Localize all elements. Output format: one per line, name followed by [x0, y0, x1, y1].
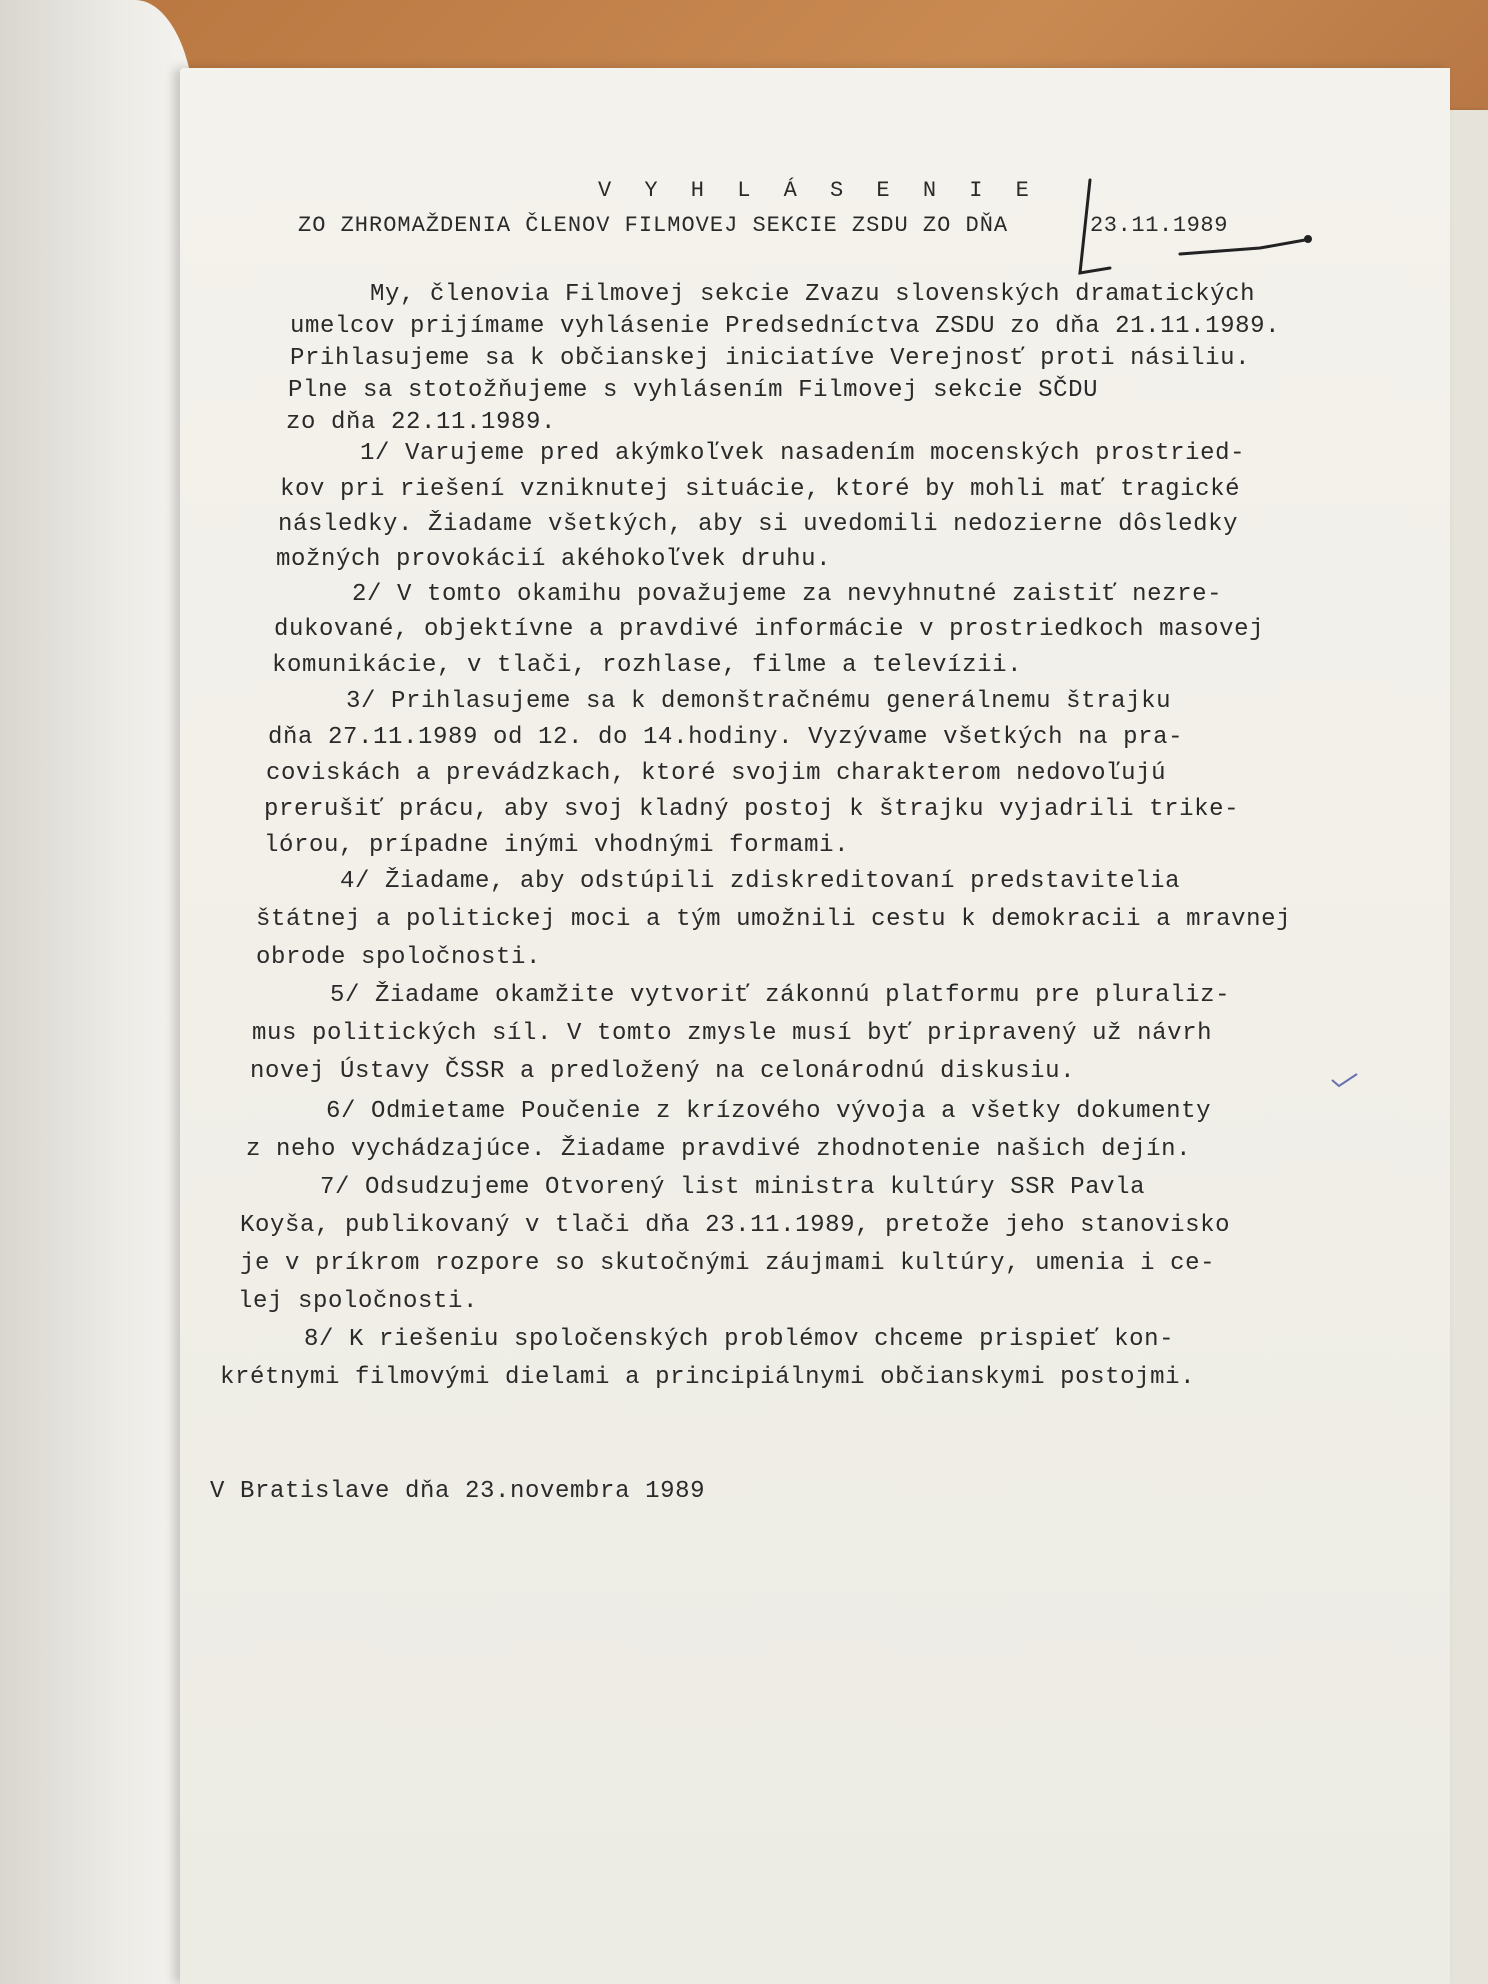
- body-line: My, členovia Filmovej sekcie Zvazu slovenských dramatických: [370, 281, 1256, 308]
- body-line: 1/ Varujeme pred akýmkoľvek nasadením mocenských prostried-: [360, 440, 1246, 467]
- body-line: kov pri riešení vzniknutej situácie, ktoré by mohli mať tragické: [280, 476, 1241, 503]
- body-line: 2/ V tomto okamihu považujeme za nevyhnutné zaistiť nezre-: [352, 581, 1223, 608]
- body-line: krétnymi filmovými dielami a principiálnymi občianskymi postojmi.: [220, 1364, 1196, 1391]
- body-line: umelcov prijímame vyhlásenie Predsedníctva ZSDU zo dňa 21.11.1989.: [290, 313, 1281, 340]
- body-line: obrode spoločnosti.: [256, 944, 542, 971]
- body-line: lórou, prípadne inými vhodnými formami.: [264, 832, 850, 859]
- document-title: V Y H L Á S E N I E: [598, 178, 1039, 203]
- body-line: prerušiť prácu, aby svoj kladný postoj k štrajku vyjadrili trike-: [264, 796, 1240, 823]
- body-line: lej spoločnosti.: [238, 1288, 479, 1315]
- body-line: Koyša, publikovaný v tlači dňa 23.11.1989, pretože jeho stanovisko: [240, 1212, 1231, 1239]
- blue-check-mark: [1330, 1068, 1360, 1090]
- body-line: coviskách a prevádzkach, ktoré svojim charakterom nedovoľujú: [266, 760, 1167, 787]
- body-line: dukované, objektívne a pravdivé informácie v prostriedkoch masovej: [274, 616, 1265, 643]
- body-line: je v príkrom rozpore so skutočnými záujmami kultúry, umenia i ce-: [240, 1250, 1216, 1277]
- body-line: možných provokácií akéhokoľvek druhu.: [276, 546, 832, 573]
- body-line: dňa 27.11.1989 od 12. do 14.hodiny. Vyzývame všetkých na pra-: [268, 724, 1184, 751]
- body-line: 3/ Prihlasujeme sa k demonštračnému generálnemu štrajku: [346, 688, 1172, 715]
- body-line: mus politických síl. V tomto zmysle musí byť pripravený už návrh: [252, 1020, 1213, 1047]
- closing-place-date: V Bratislave dňa 23.novembra 1989: [210, 1478, 706, 1505]
- handwritten-bracket-mark: [1060, 168, 1320, 288]
- body-line: štátnej a politickej moci a tým umožnili cestu k demokracii a mravnej: [256, 906, 1292, 933]
- document-date: 23.11.1989: [1090, 213, 1229, 238]
- body-line: 4/ Žiadame, aby odstúpili zdiskreditovaní predstavitelia: [340, 868, 1181, 895]
- body-line: z neho vychádzajúce. Žiadame pravdivé zhodnotenie našich dejín.: [246, 1136, 1192, 1163]
- document-subtitle: ZO ZHROMAŽDENIA ČLENOV FILMOVEJ SEKCIE ZSDU ZO DŇA: [298, 213, 1009, 238]
- typewritten-sheet: [180, 68, 1450, 1984]
- left-page-edge: [0, 0, 195, 1984]
- body-line: zo dňa 22.11.1989.: [286, 409, 557, 436]
- body-line: 8/ K riešeniu spoločenských problémov chceme prispieť kon-: [304, 1326, 1175, 1353]
- body-line: Prihlasujeme sa k občianskej iniciatíve Verejnosť proti násiliu.: [290, 345, 1251, 372]
- body-line: novej Ústavy ČSSR a predložený na celonárodnú diskusiu.: [250, 1058, 1076, 1085]
- body-line: Plne sa stotožňujeme s vyhlásením Filmovej sekcie SČDU: [288, 377, 1099, 404]
- body-line: komunikácie, v tlači, rozhlase, filme a televízii.: [272, 652, 1023, 679]
- body-line: 7/ Odsudzujeme Otvorený list ministra kultúry SSR Pavla: [320, 1174, 1146, 1201]
- body-line: 6/ Odmietame Poučenie z krízového vývoja a všetky dokumenty: [326, 1098, 1212, 1125]
- body-line: 5/ Žiadame okamžite vytvoriť zákonnú platformu pre pluraliz-: [330, 982, 1231, 1009]
- body-line: následky. Žiadame všetkých, aby si uvedomili nedozierne dôsledky: [278, 511, 1239, 538]
